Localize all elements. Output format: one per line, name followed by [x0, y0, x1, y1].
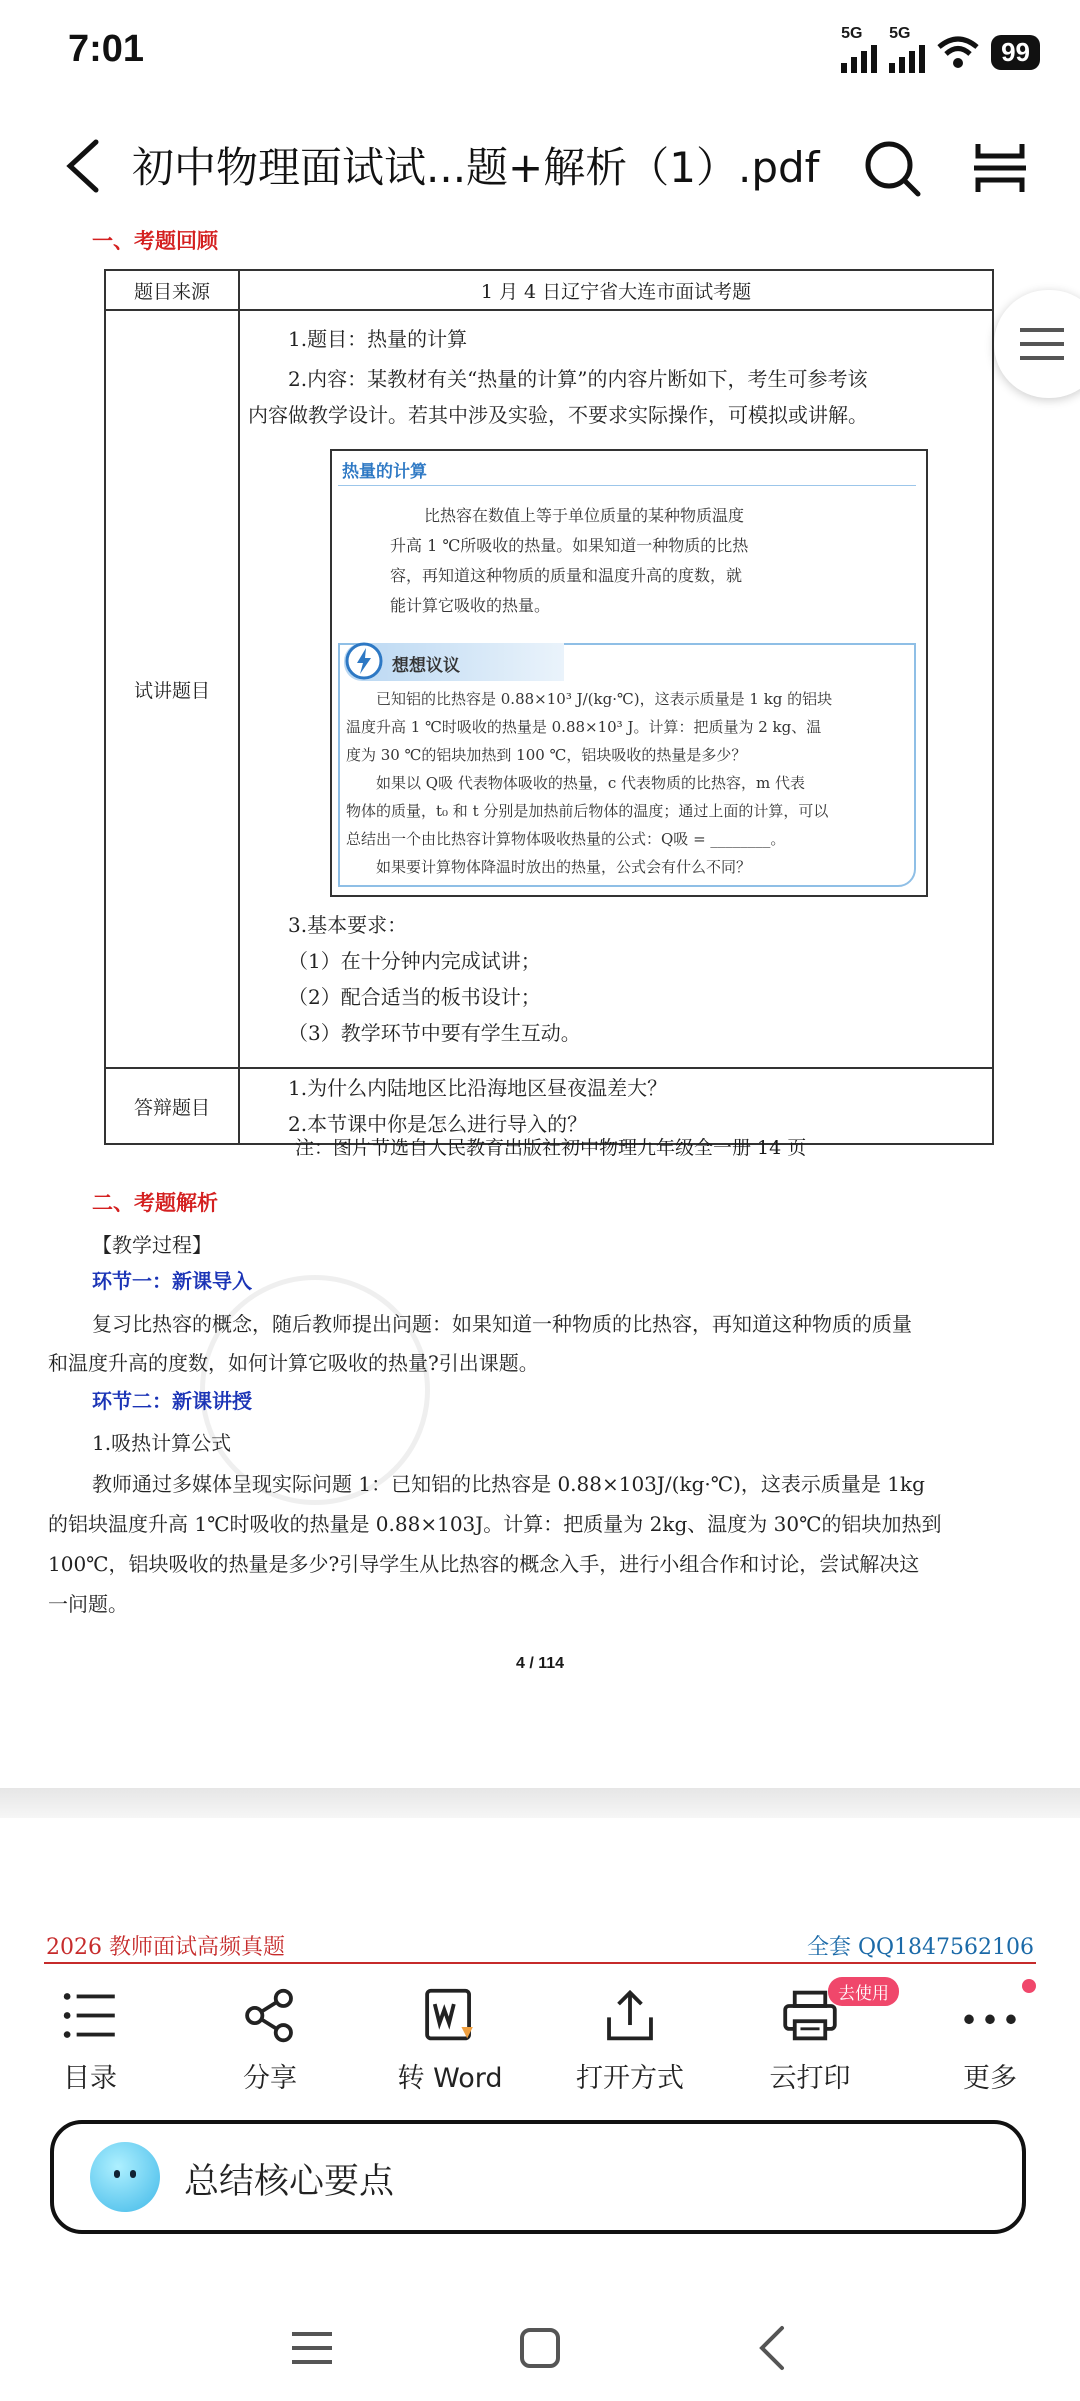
hamburger-icon [1020, 326, 1064, 362]
defense-question-1: 1.为什么内陆地区比沿海地区昼夜温差大？ [288, 1076, 668, 1100]
content-line-2: 内容做教学设计。若其中涉及实验，不要求实际操作，可模拟或讲解。 [248, 403, 868, 427]
step-1-text-b: 和温度升高的度数，如何计算它吸收的热量?引出课题。 [48, 1351, 539, 1375]
status-icons [841, 25, 1040, 74]
requirement-1: （1）在十分钟内完成试讲； [288, 949, 541, 973]
page-number: 4 / 114 [515, 1655, 565, 1672]
reading-mode-icon[interactable] [970, 138, 1030, 198]
more-button[interactable] [900, 1975, 1080, 2095]
network-label-2: 5G [889, 25, 911, 42]
share-button[interactable] [180, 1975, 360, 2095]
toc-label: 目录 [63, 2063, 117, 2094]
status-time: 7:01 [68, 28, 145, 70]
more-dots-icon [958, 1985, 1022, 2046]
upload-icon [598, 1985, 662, 2046]
word-convert-icon [418, 1985, 482, 2046]
toc-button[interactable] [0, 1975, 180, 2095]
share-label: 分享 [243, 2063, 297, 2094]
row-value-source: 1 月 4 日辽宁省大连市面试考题 [239, 270, 993, 310]
signal-icon-2 [889, 25, 925, 73]
image-source-note: 注：图片节选自人民教育出版社初中物理九年级全一册 14 页 [295, 1137, 807, 1159]
excerpt-paragraph-1: 比热容在数值上等于单位质量的某种物质温度 升高 1 ℃所吸收的热量。如果知道一种物质的比热 容，再知道这种物质的质量和温度升高的度数，就 能计算它吸收的热量。 [390, 506, 749, 615]
bottom-toolbar [0, 1975, 1080, 2095]
to-word-label: 转 Word [397, 2063, 503, 2094]
notification-dot [1022, 1979, 1036, 1993]
row-label-source: 题目来源 [105, 270, 239, 310]
share-icon [238, 1985, 302, 2046]
paragraph-line-3: 100℃，铝块吸收的热量是多少?引导学生从比热容的概念入手，进行小组合作和讨论，尝试解决这 [48, 1552, 920, 1576]
topic-cell [239, 310, 993, 1068]
excerpt-divider [338, 485, 916, 486]
home-icon[interactable] [518, 2326, 562, 2370]
discussion-title: 想想议议 [392, 656, 460, 676]
paragraph-line-1: 教师通过多媒体呈现实际问题 1：已知铝的比热容是 0.88×103J/(kg·℃)，这表示质量是 1kg [92, 1472, 925, 1496]
summary-key-points-bar[interactable] [50, 2120, 1026, 2234]
open-with-button[interactable] [540, 1975, 720, 2095]
defense-question-2: 2.本节课中你是怎么进行导入的？ [288, 1112, 588, 1136]
search-icon[interactable] [862, 138, 922, 198]
exam-table [104, 269, 994, 1145]
step-1-heading: 环节一：新课导入 [92, 1269, 252, 1293]
open-with-label: 打开方式 [576, 2063, 684, 2094]
more-label: 更多 [963, 2063, 1017, 2094]
row-label-topic: 试讲题目 [105, 310, 239, 1068]
assistant-avatar [90, 2142, 160, 2212]
summary-label: 总结核心要点 [184, 2162, 395, 2202]
cloud-print-label: 云打印 [769, 2063, 851, 2094]
section-title-review: 一、考题回顾 [92, 228, 218, 253]
list-icon [58, 1985, 122, 2046]
cloud-print-badge[interactable]: 去使用 [828, 1977, 899, 2006]
discussion-box [338, 643, 916, 887]
lightning-icon [344, 641, 384, 681]
excerpt-heading: 热量的计算 [342, 462, 427, 482]
pdf-page[interactable] [0, 215, 1080, 1785]
header-rule [44, 1962, 1036, 1964]
wifi-icon [937, 35, 979, 69]
to-word-button[interactable] [360, 1975, 540, 2095]
document-title: 初中物理面试试...题+解析（1）.pdf [132, 143, 820, 192]
cloud-print-button[interactable] [720, 1975, 900, 2095]
page-gap [0, 1788, 1080, 1818]
battery-icon: 99 [991, 35, 1040, 70]
step-2-heading: 环节二：新课讲授 [92, 1389, 252, 1413]
content-line-1: 2.内容：某教材有关“热量的计算”的内容片断如下，考生可参考该 [288, 367, 868, 391]
discussion-paragraph: 已知铝的比热容是 0.88×10³ J/(kg·℃)，这表示质量是 1 kg 的铝块 温度升高 1 ℃时吸收的热量是 0.88×10³ J。计算：把质量为 2 kg、温 度为 30 ℃的铝块加热到 100 ℃，铝块吸收的热量是多少？ 如果以 Q吸 代表物体吸收的热量，c 代表物质的比热容，m 代表 物体的质量，t₀ 和 t 分别是加热前后物体的温度；通过上面的计算，可以 总结出一个由比热容计算物体吸收热量的公式：Q吸 = ________。 如果要计算物体降温时放出的热量，公式会有什么不同？ [346, 690, 833, 876]
textbook-excerpt [330, 449, 928, 897]
subheading-formula: 1.吸热计算公式 [92, 1431, 232, 1455]
topic-line: 1.题目：热量的计算 [288, 327, 468, 351]
requirements-title: 3.基本要求： [288, 913, 408, 937]
back-arrow-icon[interactable] [56, 136, 116, 196]
row-label-defense: 答辩题目 [105, 1068, 239, 1144]
step-1-text-a: 复习比热容的概念，随后教师提出问题：如果知道一种物质的比热容，再知道这种物质的质量 [92, 1312, 912, 1336]
requirement-3: （3）教学环节中要有学生互动。 [288, 1021, 581, 1045]
teaching-process-heading: 【教学过程】 [92, 1233, 212, 1257]
network-label: 5G [841, 25, 863, 42]
section-title-analysis: 二、考题解析 [92, 1190, 218, 1215]
back-nav-icon[interactable] [752, 2324, 792, 2372]
system-navigation-bar [0, 2300, 1080, 2400]
next-page-header-left: 2026 教师面试高频真题 [46, 1935, 285, 1960]
recent-apps-icon[interactable] [290, 2328, 334, 2368]
next-page-header-right: 全套 QQ1847562106 [806, 1935, 1034, 1960]
signal-icon [841, 25, 877, 73]
paragraph-line-2: 的铝块温度升高 1℃时吸收的热量是 0.88×103J。计算：把质量为 2kg、温度为 30℃的铝块加热到 [48, 1512, 942, 1536]
paragraph-line-4: 一问题。 [48, 1592, 128, 1616]
requirement-2: （2）配合适当的板书设计； [288, 985, 541, 1009]
